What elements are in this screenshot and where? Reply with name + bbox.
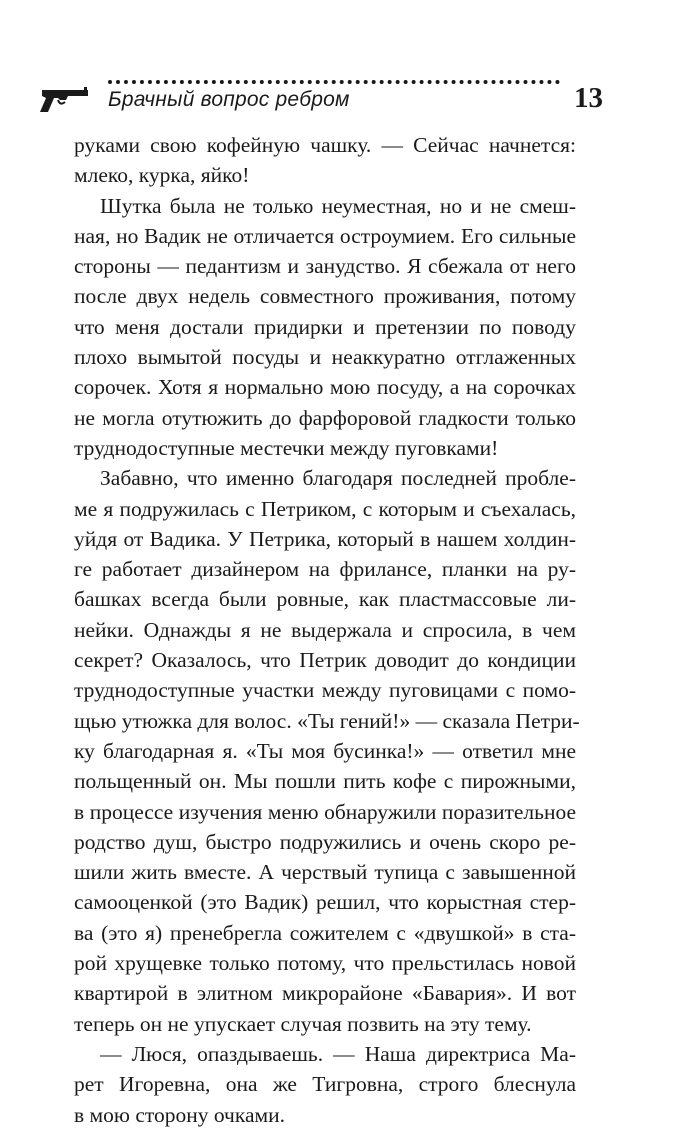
text-line: в мою сторону очками. xyxy=(74,1102,286,1127)
text-line: млеко, курка, яйко! xyxy=(74,163,250,188)
text-line: родство душ, быстро подружились и очень скоро ре- xyxy=(74,829,576,854)
text-line: щью утюжка для волос. «Ты гений!» — сказала Петри- xyxy=(74,708,580,733)
text-line: стороны — педантизм и занудство. Я сбежала от него xyxy=(74,254,576,279)
text-line: рой хрущевке только потому, что прельстилась новой xyxy=(74,951,576,976)
text-line: ку благодарная я. «Ты моя бусинка!» — ответил мне xyxy=(74,738,576,763)
text-line: не могла отутюжить до фарфоровой гладкости только xyxy=(74,405,576,430)
body-text xyxy=(74,130,580,1130)
text-line: рет Игоревна, она же Тигровна, строго блеснула xyxy=(74,1072,576,1097)
text-line: в процессе изучения меню обнаружили поразительное xyxy=(74,799,576,824)
text-line: плохо вымытой посуды и неаккуратно отглаженных xyxy=(74,345,576,370)
header-dotted-rule xyxy=(108,80,560,84)
text-line: ме я подружилась с Петриком, с которым и съехалась, xyxy=(74,496,576,521)
text-line: нейки. Однажды я не выдержала и спросила, в чем xyxy=(74,617,576,642)
text-line: ва (это я) пренебрегла сожителем с «двушкой» в ста- xyxy=(74,920,576,945)
text-line: секрет? Оказалось, что Петрик доводит до кондиции xyxy=(74,648,576,673)
text-line: шили жить вместе. А черствый тупица с завышенной xyxy=(74,860,576,885)
revolver-icon xyxy=(38,84,92,114)
text-line: труднодоступные участки между пуговицами с помо- xyxy=(74,678,576,703)
text-line: уйдя от Вадика. У Петрика, который в нашем холдин- xyxy=(74,526,576,551)
text-line: теперь он не упускает случая позвить на эту тему. xyxy=(74,1011,532,1036)
text-line: польщенный он. Мы пошли пить кофе с пирожными, xyxy=(74,769,576,794)
text-line: Шутка была не только неуместная, но и не смеш- xyxy=(100,193,576,218)
text-line: ная, но Вадик не отличается остроумием. Его сильные xyxy=(74,223,576,248)
text-line: башках всегда были ровные, как пластмассовые ли- xyxy=(74,587,576,612)
text-line: сорочек. Хотя я нормально мою посуду, а на сорочках xyxy=(74,375,576,400)
running-title: Брачный вопрос ребром xyxy=(108,88,350,111)
text-line: Забавно, что именно благодаря последней пробле- xyxy=(100,466,576,491)
text-line: — Люся, опаздываешь. — Наша директриса Ма- xyxy=(100,1041,576,1066)
text-line: руками свою кофейную чашку. — Сейчас начнется: xyxy=(74,133,576,157)
running-header xyxy=(38,72,603,120)
text-line: что меня достали придирки и претензии по поводу xyxy=(74,314,576,339)
text-line: труднодоступные местечки между пуговками! xyxy=(74,435,499,460)
text-line: квартирой в элитном микрорайоне «Бавария». И вот xyxy=(74,981,576,1006)
text-line: после двух недель совместного проживания, потому xyxy=(74,284,576,309)
text-line: ге работает дизайнером на фрилансе, планки на ру- xyxy=(74,557,576,582)
page-number: 13 xyxy=(574,82,603,114)
text-line: самооценкой (это Вадик) решил, что корыстная стер- xyxy=(74,890,576,915)
